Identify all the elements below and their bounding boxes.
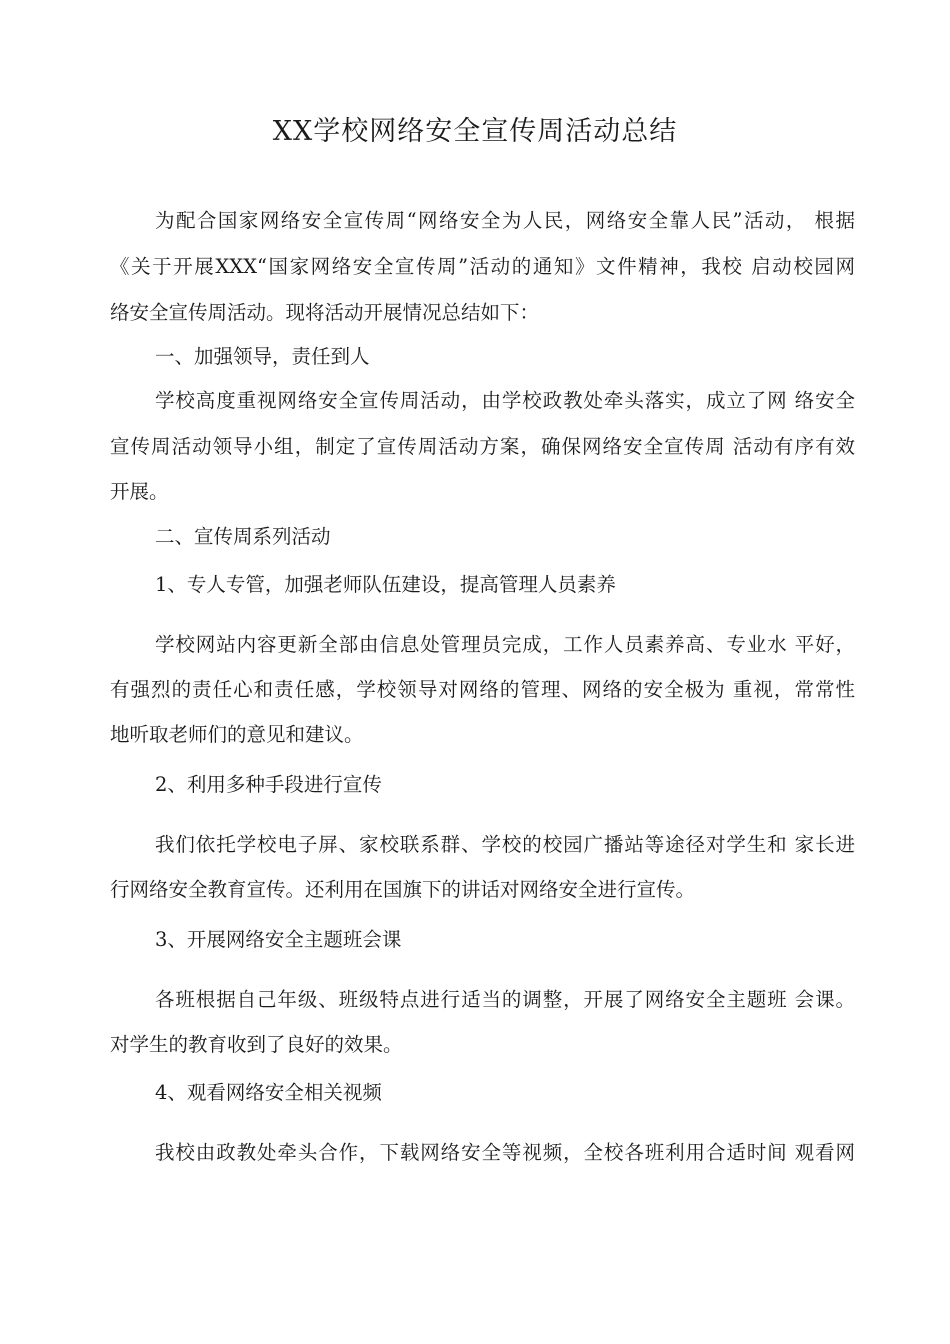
subsection-heading: 4、观看网络安全相关视频: [155, 1081, 382, 1104]
paragraph-line: 对学生的教育收到了良好的效果。: [110, 1033, 403, 1056]
paragraph-line: 宣传周活动领导小组，制定了宣传周活动方案，确保网络安全宣传周 活动有序有效: [110, 435, 855, 458]
subsection-heading: 2、利用多种手段进行宣传: [155, 773, 382, 796]
paragraph-line: 络安全宣传周活动。现将活动开展情况总结如下：: [110, 301, 540, 324]
paragraph-line: 开展。: [110, 480, 169, 503]
section-heading: 二、宣传周系列活动: [155, 525, 331, 548]
paragraph-line: 我校由政教处牵头合作，下载网络安全等视频，全校各班利用合适时间 观看网: [155, 1141, 855, 1164]
document-title: XX学校网络安全宣传周活动总结: [272, 116, 678, 147]
paragraph-line: 《关于开展XXX“国家网络安全宣传周”活动的通知》文件精神，我校 启动校园网: [110, 255, 855, 278]
paragraph-line: 我们依托学校电子屏、家校联系群、学校的校园广播站等途径对学生和 家长进: [155, 833, 855, 856]
paragraph-line: 学校网站内容更新全部由信息处管理员完成，工作人员素养高、专业水 平好，: [155, 633, 855, 656]
section-heading: 一、加强领导，责任到人: [155, 345, 370, 368]
paragraph-line: 学校高度重视网络安全宣传周活动，由学校政教处牵头落实，成立了网 络安全: [155, 389, 855, 412]
paragraph-line: 地听取老师们的意见和建议。: [110, 723, 364, 746]
subsection-heading: 1、专人专管，加强老师队伍建设，提高管理人员素养: [155, 573, 616, 596]
paragraph-line: 各班根据自己年级、班级特点进行适当的调整，开展了网络安全主题班 会课。: [155, 988, 855, 1011]
paragraph-line: 行网络安全教育宣传。还利用在国旗下的讲话对网络安全进行宣传。: [110, 878, 696, 901]
subsection-heading: 3、开展网络安全主题班会课: [155, 928, 402, 951]
paragraph-line: 为配合国家网络安全宣传周“网络安全为人民，网络安全靠人民”活动， 根据: [155, 209, 855, 232]
paragraph-line: 有强烈的责任心和责任感，学校领导对网络的管理、网络的安全极为 重视，常常性: [110, 678, 855, 701]
